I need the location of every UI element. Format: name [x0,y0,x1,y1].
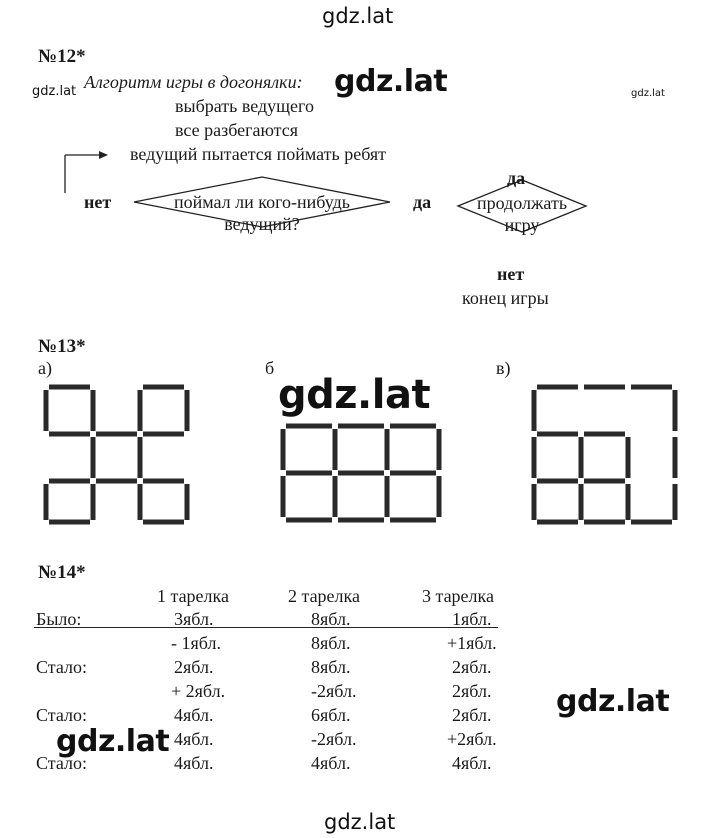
decision-caught-line2: ведущий? [224,214,300,234]
watermark-bottom: gdz.lat [324,810,396,834]
label-b: б [265,358,275,378]
row-label-became-2: Стало: [36,705,87,725]
row6-plate3: +2ябл. [447,729,497,749]
row2-plate2: 8ябл. [311,633,351,653]
label-yes-top: да [507,168,526,188]
row5-plate1: 4ябл. [174,705,214,725]
watermark-inline-12: gdz.lat [334,64,448,99]
task13-number: №13* [38,336,86,357]
decision-continue-text [452,192,592,236]
label-yes-middle: да [413,192,432,212]
task14-number: №14* [38,562,86,583]
row2-plate1: - 1ябл. [171,633,221,653]
row2-plate3: +1ябл. [447,633,497,653]
row5-plate3: 2ябл. [452,705,492,725]
row7-plate1: 4ябл. [174,753,214,773]
watermark-center-13: gdz.lat [278,372,431,418]
matchstick-figure-a [46,387,187,522]
row3-plate2: 8ябл. [311,657,351,677]
row1-plate2: 8ябл. [311,609,351,629]
flowchart-lines [0,0,720,320]
row7-plate2: 4ябл. [311,753,351,773]
watermark-left-14: gdz.lat [56,724,170,759]
header-plate-3: 3 тарелка [421,586,494,606]
table-underline [34,627,498,628]
decision-continue-line2: игру [504,215,540,235]
decision-caught-line1: поймал ли кого-нибудь [173,192,350,212]
label-v: в) [496,358,511,378]
label-end-game: конец игры [462,288,549,308]
row1-plate3: 1ябл. [452,609,492,629]
row5-plate2: 6ябл. [311,705,351,725]
header-plate-2: 2 тарелка [287,586,360,606]
row-label-became-3: Стало: [36,753,87,773]
row4-plate3: 2ябл. [452,681,492,701]
row-label-was: Было: [36,609,82,629]
watermark-small-left: gdz.lat [32,84,77,99]
watermark-small-right: gdz.lat [631,88,665,99]
matchstick-figure-v [534,387,675,522]
row6-plate2: -2ябл. [311,729,357,749]
row7-plate3: 4ябл. [452,753,492,773]
watermark-top: gdz.lat [322,4,394,28]
label-no-bottom: нет [497,264,525,284]
label-no-left: нет [84,192,112,212]
decision-continue-line1: продолжать [476,193,568,213]
row4-plate2: -2ябл. [311,681,357,701]
row3-plate3: 2ябл. [452,657,492,677]
row6-plate1: 4ябл. [174,729,214,749]
task12-title: Алгоритм игры в догонялки: [84,72,303,92]
row3-plate1: 2ябл. [174,657,214,677]
step-everyone-runs: все разбегаются [175,120,299,140]
row-label-became-1: Стало: [36,657,87,677]
step-leader-catches: ведущий пытается поймать ребят [130,144,387,164]
header-plate-1: 1 тарелка [156,586,229,606]
task12-number: №12* [38,46,86,67]
step-choose-leader: выбрать ведущего [175,96,314,116]
row1-plate1: 3ябл. [174,609,214,629]
row4-plate1: + 2ябл. [171,681,226,701]
decision-caught-text [132,191,392,235]
watermark-right-14: gdz.lat [556,684,670,719]
label-a: а) [38,358,52,378]
matchstick-figure-b [283,426,439,520]
